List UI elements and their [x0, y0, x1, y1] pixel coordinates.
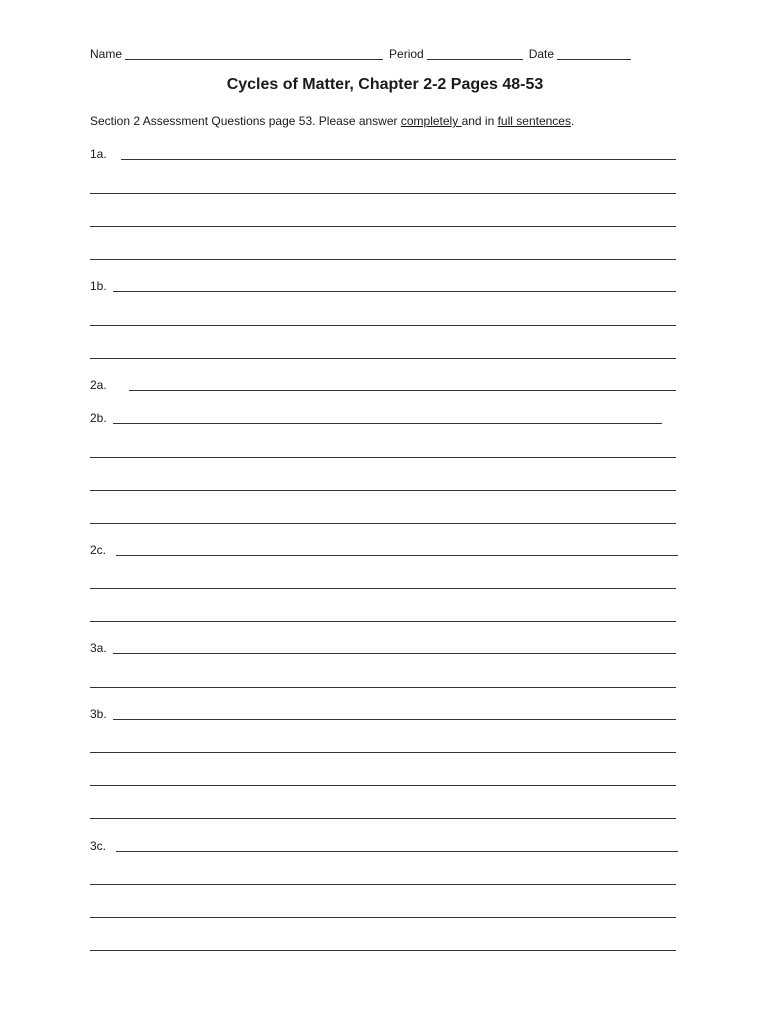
question-2b-label: 2b. — [90, 411, 107, 425]
answer-line[interactable] — [90, 950, 676, 951]
answer-line[interactable] — [90, 752, 676, 753]
question-2a-label: 2a. — [90, 378, 107, 392]
question-1a-label: 1a. — [90, 147, 107, 161]
name-label: Name — [90, 47, 123, 61]
period-label: Period — [389, 47, 424, 61]
question-2a[interactable] — [90, 378, 676, 392]
instructions-suffix: . — [570, 114, 575, 128]
answer-line[interactable] — [90, 884, 676, 885]
answer-line[interactable] — [90, 193, 676, 194]
answer-line[interactable] — [90, 457, 676, 458]
date-label: Date — [528, 47, 555, 61]
question-1b[interactable] — [90, 279, 676, 293]
answer-line[interactable] — [121, 147, 676, 160]
header-fields — [90, 47, 650, 61]
question-2c[interactable] — [90, 543, 678, 557]
answer-line[interactable] — [113, 641, 676, 654]
instructions-full-sentences: full sentences — [497, 114, 571, 128]
answer-line[interactable] — [113, 279, 676, 292]
question-2c-label: 2c. — [90, 543, 107, 557]
answer-line[interactable] — [90, 588, 676, 589]
question-3b[interactable] — [90, 707, 676, 721]
question-1b-label: 1b. — [90, 279, 107, 293]
instructions-mid: and in — [461, 114, 498, 128]
instructions-prefix: Section 2 Assessment Questions page 53. Please answer — [90, 114, 401, 128]
answer-line[interactable] — [90, 226, 676, 227]
page-title: Cycles of Matter, Chapter 2-2 Pages 48-53 — [226, 76, 544, 93]
period-field[interactable] — [427, 47, 523, 60]
name-field[interactable] — [125, 47, 383, 60]
answer-line[interactable] — [90, 490, 676, 491]
question-3c-label: 3c. — [90, 839, 107, 853]
answer-line[interactable] — [90, 917, 676, 918]
question-3a-label: 3a. — [90, 641, 107, 655]
instructions-completely: completely — [400, 114, 462, 128]
answer-line[interactable] — [90, 325, 676, 326]
question-1a[interactable] — [90, 147, 676, 161]
answer-line[interactable] — [129, 378, 676, 391]
answer-line[interactable] — [90, 523, 676, 524]
answer-line[interactable] — [90, 785, 676, 786]
question-2b[interactable] — [90, 411, 662, 425]
date-field[interactable] — [557, 47, 631, 60]
answer-line[interactable] — [90, 621, 676, 622]
instructions — [90, 114, 574, 128]
question-3c[interactable] — [90, 839, 678, 853]
answer-line[interactable] — [90, 358, 676, 359]
answer-line[interactable] — [116, 543, 678, 556]
answer-line[interactable] — [113, 707, 676, 720]
answer-line[interactable] — [113, 411, 662, 424]
answer-line[interactable] — [90, 259, 676, 260]
answer-line[interactable] — [90, 818, 676, 819]
answer-line[interactable] — [90, 687, 676, 688]
answer-line[interactable] — [116, 839, 678, 852]
question-3b-label: 3b. — [90, 707, 107, 721]
question-3a[interactable] — [90, 641, 676, 655]
